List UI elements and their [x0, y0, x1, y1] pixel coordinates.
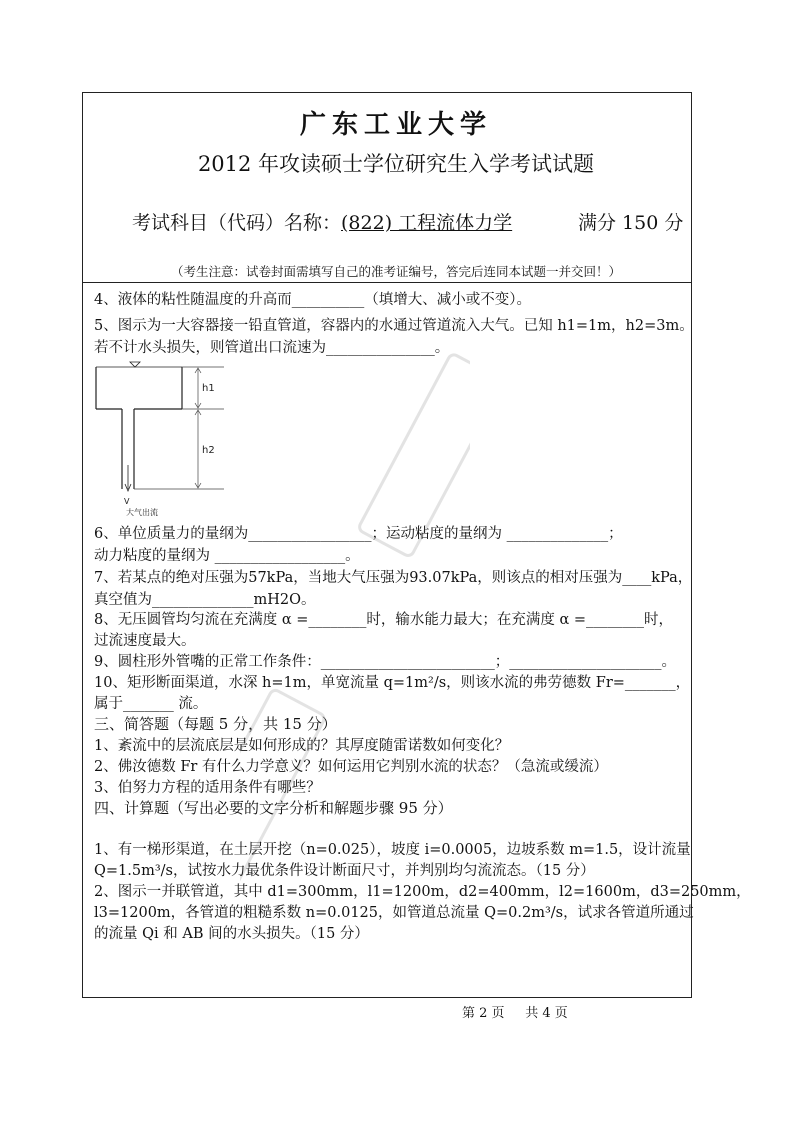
candidate-notice: （考生注意：试卷封面需填写自己的准考证编号，答完后连同本试题一并交回！）	[170, 264, 621, 279]
question-7-line2: 真空值为______________mH2O。	[94, 592, 316, 608]
question-6-line2: 动力粘度的量纲为 __________________。	[94, 548, 360, 564]
label-h2: h2	[202, 445, 215, 456]
calc-2-line3: 的流量 Qi 和 AB 间的水头损失。（15 分）	[94, 926, 369, 942]
short-answer-1: 1、紊流中的层流底层是如何形成的？其厚度随雷诺数如何变化？	[94, 738, 510, 754]
question-6-line1: 6、单位质量力的量纲为_________________；运动粘度的量纲为 ______________；	[94, 526, 623, 542]
short-answer-2: 2、佛汝德数 Fr 有什么力学意义？如何运用它判别水流的状态？（急流或缓流）	[94, 759, 608, 775]
university-name: 广东工业大学	[299, 110, 492, 140]
question-10-line2: 属于_______ 流。	[94, 696, 208, 712]
calc-1-line1: 1、有一梯形渠道，在土层开挖（n=0.025），坡度 i=0.0005，边坡系数 m=1.5，设计流量	[94, 842, 691, 858]
subject-line	[132, 208, 512, 235]
subject-name: (822) 工程流体力学	[341, 212, 513, 234]
question-8-line1: 8、无压圆管均匀流在充满度 α =________时，输水能力最大；在充满度 α =________时，	[94, 612, 674, 628]
subject-prefix: 考试科目（代码）名称：	[132, 212, 342, 234]
tank-pipe-diagram	[90, 357, 240, 519]
short-answer-3: 3、伯努力方程的适用条件有哪些？	[94, 780, 321, 796]
question-5-line2: 若不计水头损失，则管道出口流速为_______________。	[94, 340, 450, 356]
calc-1-line2: Q=1.5m³/s，试按水力最优条件设计断面尺寸，并判别均匀流流态。（15 分）	[94, 863, 595, 879]
page-total: 共 4 页	[525, 1006, 568, 1021]
label-h1: h1	[202, 383, 215, 394]
section-3-title: 三、简答题（每题 5 分，共 15 分）	[94, 715, 337, 733]
question-5-line1: 5、图示为一大容器接一铅直管道，容器内的水通过管道流入大气。已知 h1=1m，h2=3m。	[94, 318, 694, 334]
diagram-caption: 大气出流	[126, 508, 158, 517]
question-7-line1: 7、若某点的绝对压强为57kPa，当地大气压强为93.07kPa，则该点的相对压强为____kPa，	[94, 570, 693, 586]
header-divider	[82, 282, 692, 283]
exam-title: 2012 年攻读硕士学位研究生入学考试试题	[197, 152, 595, 176]
question-10-line1: 10、矩形断面渠道，水深 h=1m，单宽流量 q=1m²/s，则该水流的弗劳德数 Fr=_______，	[94, 675, 691, 691]
calc-2-line1: 2、图示一并联管道，其中 d1=300mm，l1=1200m，d2=400mm，l2=1600m，d3=250mm，	[94, 884, 751, 900]
full-score: 满分 150 分	[578, 212, 684, 234]
question-4: 4、液体的粘性随温度的升高而__________（填增大、减小或不变）。	[94, 292, 531, 308]
water-level-icon	[130, 362, 140, 367]
question-8-line2: 过流速度最大。	[94, 633, 196, 649]
label-v: V	[124, 497, 130, 506]
page-footer	[462, 1002, 568, 1021]
calc-2-line2: l3=1200m，各管道的粗糙系数 n=0.0125，如管道总流量 Q=0.2m³/s，试求各管道所通过	[94, 905, 694, 921]
question-9: 9、圆柱形外管嘴的正常工作条件：________________________；_____________________。	[94, 654, 676, 670]
section-4-title: 四、计算题（写出必要的文字分析和解题步骤 95 分）	[94, 799, 453, 817]
page-number: 第 2 页	[462, 1006, 505, 1021]
